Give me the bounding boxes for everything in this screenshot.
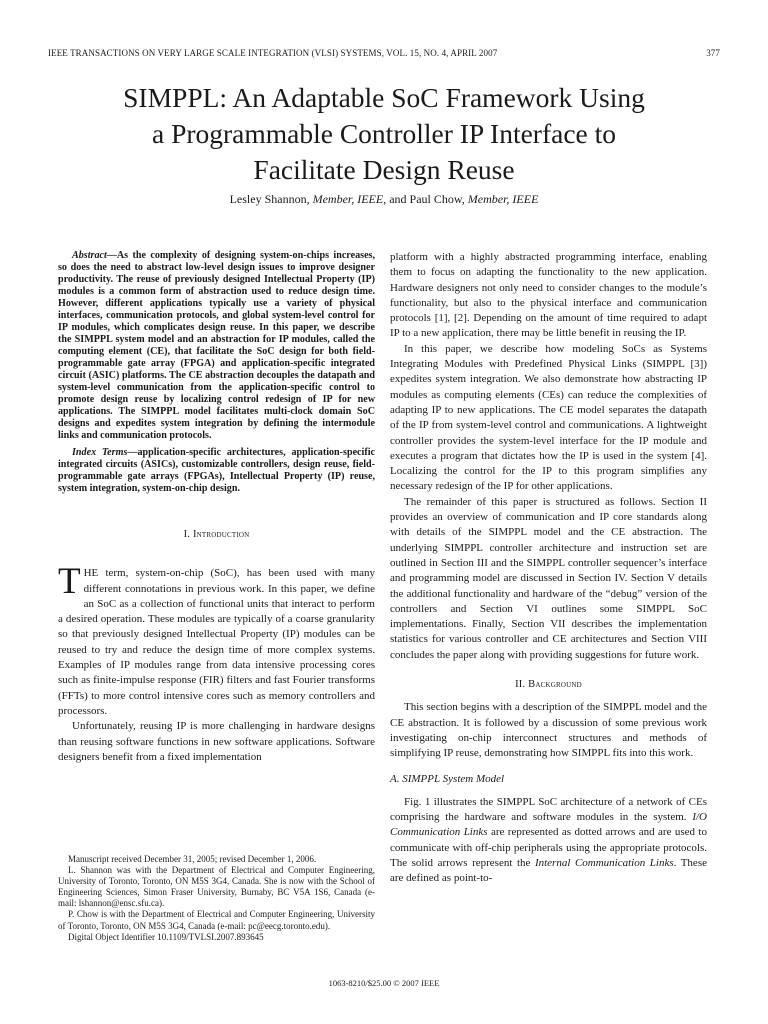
author-2-role: Member, IEEE bbox=[467, 192, 539, 206]
running-head bbox=[48, 48, 720, 58]
paragraph-simppl-overview: In this paper, we describe how modeling SoCs as Systems Integrating Modules with Predefined Physical Links (SIMPPL [3]) expedites system integration. We also demonstrate how abstracting IP modules as computing elements (CEs) can reduce the complexities of adapting IP to new applications. The CE model separates the datapath of the IP from system-level control and communications. A lightweight controller provides the system-level interface for the IP module and executes a program that dictates how the IP is used in the system [4]. Localizing the control for the IP to this program simplifies any necessary redesign of the IP for other applications. bbox=[390, 342, 707, 493]
intro-paragraph-1 bbox=[58, 561, 375, 719]
intro-paragraph-2: Unfortunately, reusing IP is more challenging in hardware designs than reusing software functions in new software applications. Software designers benefit from a fixed implementation bbox=[58, 720, 375, 763]
subsection-heading-system-model: A. SIMPPL System Model bbox=[390, 772, 505, 785]
section-heading-background: II. Background bbox=[515, 679, 582, 691]
intro-paragraph-1-text: HE term, system-on-chip (SoC), has been used with many different connotations in previous work. In this paper, we define an SoC as a collection of functional units that interact to perform a desired operation. These modules are typically of a coarse granularity so that previously designed Intellectual Property (IP) modules can be reused to try and reduce the design time of more complex systems. Examples of IP modules range from data intensive processing cores such as finite-impulse response (FIR) filters and fast Fourier transforms (FFTs) to more control intensive cores such as memory controllers and processors. bbox=[58, 567, 375, 717]
section-heading-introduction: I. Introduction bbox=[183, 529, 250, 540]
abstract bbox=[58, 250, 375, 442]
journal-name: IEEE TRANSACTIONS ON VERY LARGE SCALE INTEGRATION (VLSI) SYSTEMS, VOL. 15, NO. 4, APRIL 2007 bbox=[48, 48, 498, 58]
paragraph-paper-structure: The remainder of this paper is structured as follows. Section II provides an overview of communication and IP core standards along with details of the SIMPPL model and the CE abstraction. The underlying SIMPPL controller architecture and instruction set are outlined in Section III and the SIMPPL controller sequencer’s interface and programming model are discussed in Section IV. Section V details the additional functionality and hardware of the “debug” version of the controllers and Section VI outlines some SIMPPL SoC implementations. Finally, Section VII describes the implementation statistics for various controller and CE architectures and Section VIII concludes the paper along with providing suggestions for future work. bbox=[390, 495, 707, 661]
paragraph-background: This section begins with a description of the SIMPPL model and the CE abstraction. It is followed by a discussion of some previous work investigating on-chip interconnect structures and methods of simplifying IP reuse, demonstrating how SIMPPL fits into this work. bbox=[390, 701, 707, 760]
footnote-shannon: L. Shannon was with the Department of Electrical and Computer Engineering, University of Toronto, Toronto, ON M5S 3G4, Canada. She is now with the School of Engineering Sciences, Simon Fraser University, Burnaby, BC V5A 1S6, Canada (e-mail: lshannon@ensc.sfu.ca). bbox=[58, 865, 375, 909]
author-1: Lesley Shannon, bbox=[229, 192, 310, 206]
internal-links-term: Internal Communication Links bbox=[534, 856, 674, 869]
index-terms bbox=[58, 447, 375, 495]
footnote-doi: Digital Object Identifier 10.1109/TVLSI.2007.893645 bbox=[68, 931, 264, 942]
paragraph-system-model bbox=[390, 795, 707, 887]
right-column bbox=[390, 250, 707, 887]
drop-cap: T bbox=[58, 561, 81, 603]
footnotes bbox=[58, 854, 375, 943]
index-terms-label: Index Terms bbox=[72, 447, 128, 458]
paper-title bbox=[40, 80, 728, 188]
left-column bbox=[58, 250, 375, 765]
footnote-chow: P. Chow is with the Department of Electrical and Computer Engineering, University of Toronto, Toronto, ON M5S 3G4, Canada (e-mail: pc@eecg.toronto.edu). bbox=[58, 909, 375, 931]
paragraph-continued: platform with a highly abstracted programming interface, enabling them to focus on adapting the functionality to the new application. Hardware designers not only need to consider changes to the module’s functionality, but also to the physical interface and communication protocols [1], [2]. Depending on the amount of time required to adapt IP to a new application, there may be little benefit in reusing the IP. bbox=[390, 251, 707, 340]
author-1-role: Member, IEEE, bbox=[312, 192, 387, 206]
model-text-c: . These are defined as point-to- bbox=[390, 856, 707, 885]
title-line-2: a Programmable Controller IP Interface to bbox=[151, 118, 617, 149]
model-text-b: are represented as dotted arrows and are used to communicate with off-chip peripherals using the appropriate protocols. The solid arrows represent the bbox=[390, 826, 707, 869]
author-conjunction: and bbox=[389, 192, 407, 206]
author-2: Paul Chow, bbox=[409, 192, 465, 206]
copyright-footer: 1063-8210/$25.00 © 2007 IEEE bbox=[328, 978, 440, 988]
index-terms-text: —application-specific architectures, application-specific integrated circuits (ASICs), customizable controllers, design reuse, field-programmable gate arrays (FPGAs), Intellectual Property (IP) reuse, system integration, system-on-chip design. bbox=[58, 447, 375, 494]
abstract-text: —As the complexity of designing system-on-chips increases, so does the need to abstract low-level design issues to improve designer productivity. The reuse of previously designed Intellectual Property (IP) modules is a common form of abstraction used to reduce design time. However, different applications typically use a variety of physical interfaces, communication protocols, and global system-level control for IP modules, which complicates design reuse. In this paper, we describe the SIMPPL system model and an abstraction for IP modules, called the computing element (CE), that facilitate the SoC design for both field-programmable gate array (FPGA) and application-specific integrated circuit (ASIC) platforms. The CE abstraction decouples the datapath and system-level communication from the application-specific control to promote design reuse by localizing control redesign of IP for new applications. The SIMPPL model facilitates multi-clock domain SoC designs and expedites system integration by defining the intermodule links and communication protocols. bbox=[58, 250, 375, 441]
abstract-label: Abstract bbox=[72, 250, 107, 261]
title-line-3: Facilitate Design Reuse bbox=[253, 154, 515, 185]
io-links-term: I/O Communication Links bbox=[390, 811, 707, 839]
author-line bbox=[40, 192, 728, 207]
page-number: 377 bbox=[706, 48, 720, 58]
footnote-manuscript: Manuscript received December 31, 2005; revised December 1, 2006. bbox=[68, 854, 317, 864]
title-line-1: SIMPPL: An Adaptable SoC Framework Using bbox=[123, 82, 645, 113]
model-text-a: Fig. 1 illustrates the SIMPPL SoC architecture of a network of CEs comprising the hardware and software modules in the system. bbox=[390, 795, 707, 824]
